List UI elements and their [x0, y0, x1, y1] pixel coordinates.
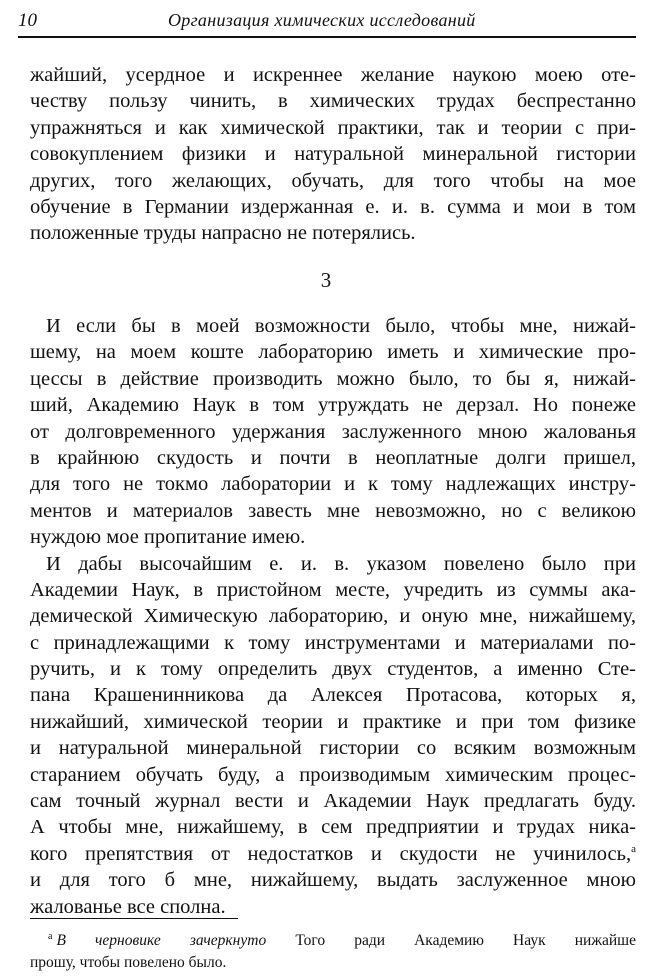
text-line: нижайший, химической теории и практике и при том физике — [30, 710, 636, 733]
text-line: для того не токмо лаборатории и к тому надлежащих инстру- — [30, 473, 636, 496]
text-line: сам точный журнал вести и Академии Наук предлагать буду. — [30, 790, 636, 813]
text-line: ручить, и к тому определить двух студентов, а именно Сте- — [30, 658, 636, 681]
text-line: в крайнюю скудость и почти в неоплатные долги пришел, — [30, 446, 636, 469]
text-line: жалованье все сполна. — [30, 895, 226, 918]
text-line: ший, Академию Наук в том утруждать не дерзал. Но понеже — [30, 394, 636, 417]
text-line: И если бы в моей возможности было, чтобы мне, нижай- — [46, 315, 636, 337]
footnote-marker: а — [48, 930, 53, 942]
footnote-line: прошу, чтобы повелено было. — [30, 954, 227, 971]
text-line-body: кого препятствия от недостатков и скудости не учинилось, — [30, 842, 632, 865]
running-title: Организация химических исследований — [168, 10, 476, 30]
footnote — [30, 930, 636, 974]
text-line: нуждою мое пропитание имею. — [30, 526, 306, 549]
text-line: Академии Наук, в пристойном месте, учредить из суммы ака- — [30, 578, 636, 601]
text-line: от долговременного удержания заслуженного мною жалованья — [30, 420, 636, 443]
text-line: обучение в Германии издержанная е. и. в. сумма и мои в том — [30, 195, 636, 218]
text-line: и натуральной минеральной гистории со всяким возможным — [30, 737, 636, 760]
paragraph-continuation — [30, 62, 636, 247]
footnote-reference: а — [631, 842, 636, 855]
footnote-line — [30, 930, 636, 952]
section-number: 3 — [320, 268, 332, 292]
footnote-divider — [30, 918, 238, 919]
text-line: и для того б мне, нижайшему, выдать заслуженное мною — [30, 869, 636, 892]
paragraph-laboratory-request — [30, 313, 636, 920]
text-line: упражняться и как химической практики, так и теории с при- — [30, 116, 636, 139]
text-line: старанием обучать буду, а производимым химическим процес- — [30, 763, 636, 786]
text-line: положенные труды напрасно не потерялись. — [30, 222, 416, 245]
text-line: пана Крашенинникова да Алексея Протасова, которых я, — [30, 684, 636, 707]
text-line: совокуплением физики и натуральной минеральной гистории — [30, 143, 636, 166]
running-header — [18, 6, 636, 38]
text-line: других, того желающих, обучать, для того чтобы на мое — [30, 169, 636, 192]
page-number: 10 — [18, 10, 37, 31]
text-line: жайший, усердное и искреннее желание наукою моею оте- — [30, 64, 636, 86]
text-line-with-footnote — [30, 841, 636, 867]
text-line: шему, на моем коште лабораторию иметь и химические про- — [30, 341, 636, 364]
text-line: честву пользу чинить, в химических трудах беспрестанно — [30, 90, 636, 113]
text-line: с принадлежащими к тому инструментами и материалами по- — [30, 631, 636, 654]
text-line: демической Химическую лабораторию, и оную мне, нижайшему, — [30, 605, 636, 628]
text-line: цессы в действие производить можно было, то бы я, нижай- — [30, 367, 636, 390]
footnote-editorial-note: В черновике зачеркнуто — [56, 932, 267, 949]
text-line: ментов и материалов завесть мне невозможно, но с великою — [30, 499, 636, 522]
text-line: И дабы высочайшим е. и. в. указом повелено было при — [46, 552, 636, 575]
footnote-text: Того ради Академию Наук нижайше — [295, 932, 636, 949]
text-line: А чтобы мне, нижайшему, в сем предприятии и трудах ника- — [30, 816, 636, 839]
